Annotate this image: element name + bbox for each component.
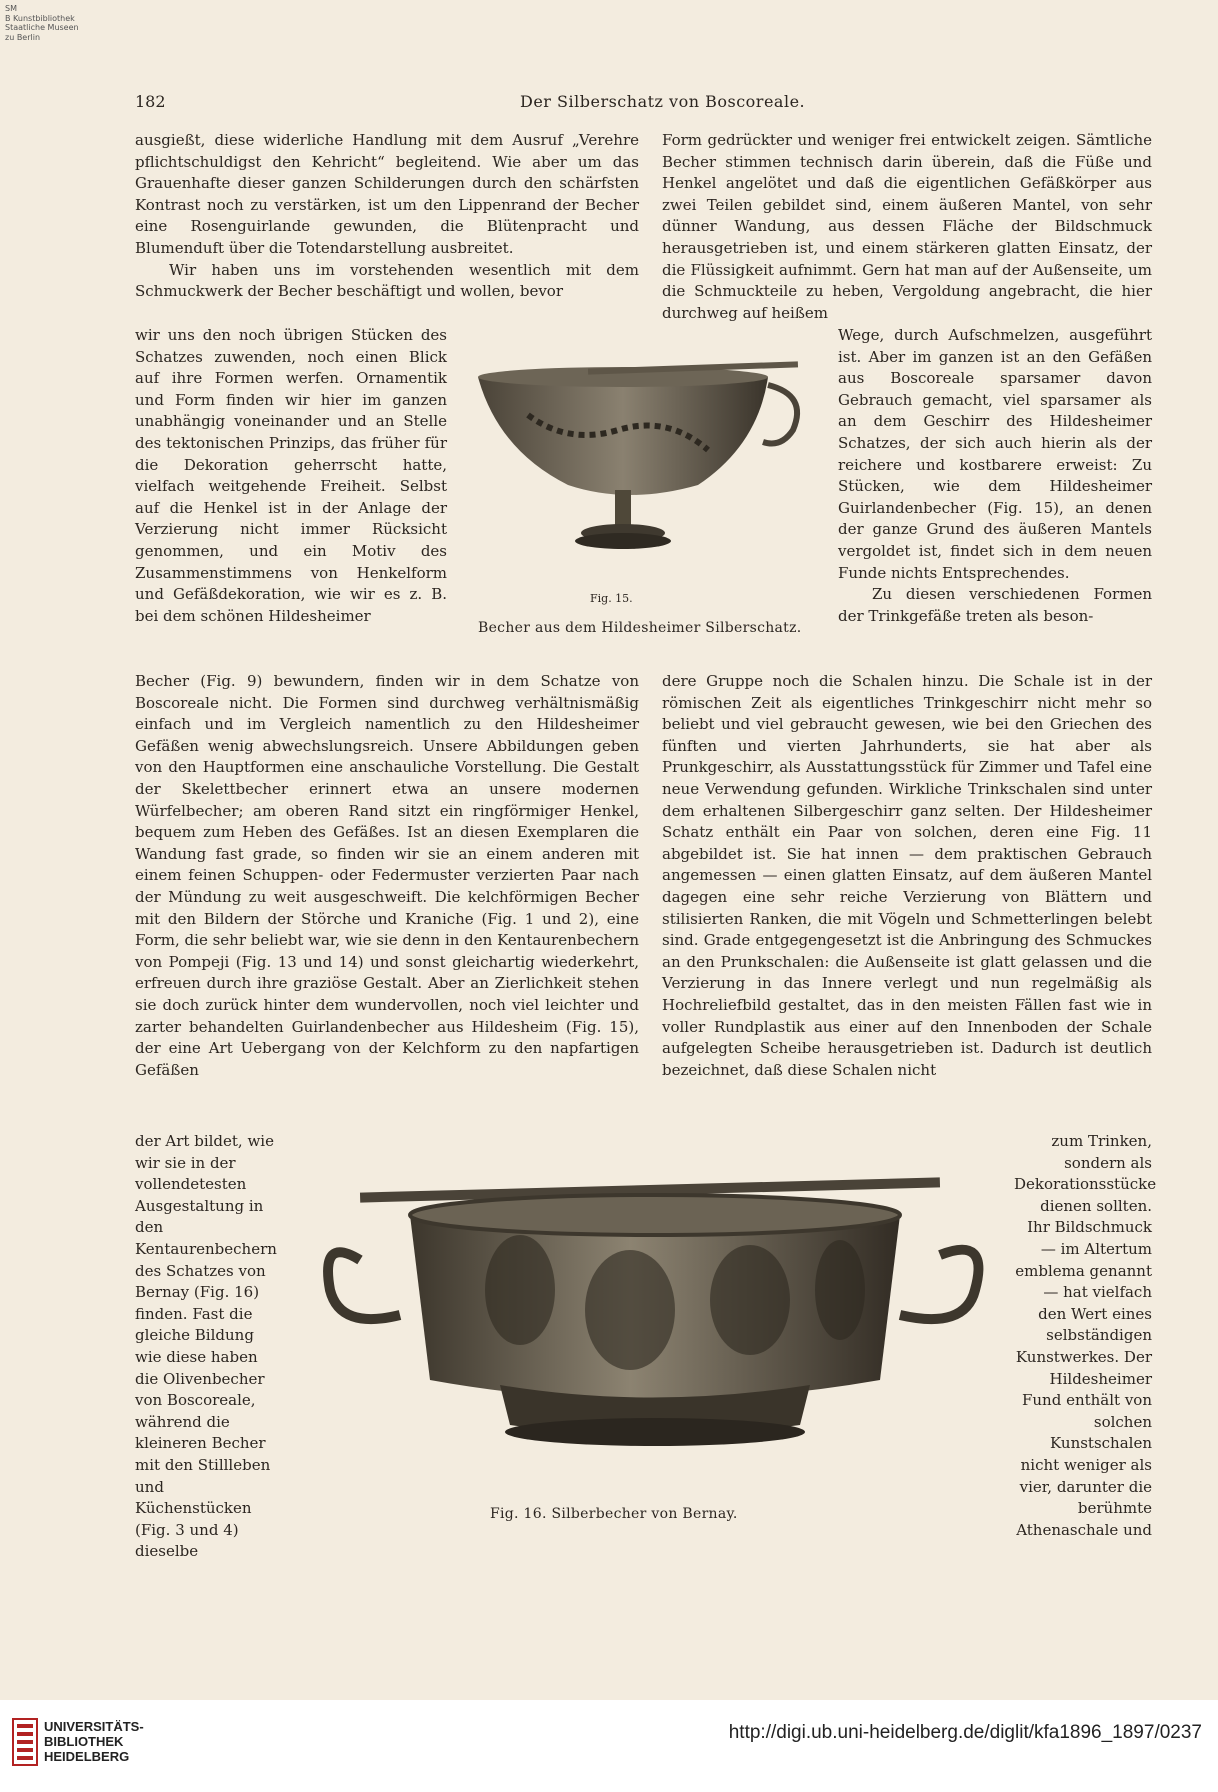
right-column-middle: dere Gruppe noch die Schalen hinzu. Die Schale ist in der römischen Zeit als eigentliches Trinkgeschirr nicht mehr so beliebt und viel gebraucht gewesen, wie bei den Griechen des fünften und vierten Jahrhunderts, sie hat aber als Prunkgeschirr, als Ausstattungsstück für Zimmer und Tafel eine neue Verwendung gefunden. Wirkliche Trinkschalen sind unter dem erhaltenen Silbergeschirr ganz selten. Der Hildesheimer Schatz enthält ein Paar von solchen, deren eine Fig. 11 abgebildet ist. Sie hat innen — dem praktischen Gebrauch angemessen — einen glatten Einsatz, auf dem äußeren Mantel dagegen eine sehr reiche Verzierung von Blättern und stilisierten Ranken, die mit Vögeln und Schmetterlingen belebt sind. Grade entgegengesetzt ist die Anbringung des Schmuckes an den Prunkschalen: die Außenseite ist glatt gelassen und die Verzierung in das Innere verlegt und nun regelmäßig als Hochreliefbild gestaltet, das in den meisten Fällen fast wie in voller Rundplastik aus einer auf den Innenboden der Schale aufgelegten Scheibe herausgetrieben ist. Dadurch ist deutlich bezeichnet, daß diese Schalen nicht xyxy=(662,672,1152,1079)
permalink-url[interactable]: http://digi.ub.uni-heidelberg.de/diglit/kfa1896_1897/0237 xyxy=(728,1722,1202,1743)
university-logo-icon xyxy=(12,1718,38,1766)
left-column-top: ausgießt, diese widerliche Handlung mit dem Ausruf „Verehre pflichtschuldigst den Kehricht“ begleitend. Wie aber um das Grauenhafte dieser ganzen Schilderungen durch den schärfsten Kontrast noch zu verstärken, ist um den Lippenrand der Becher eine Rosenguirlande gewunden, die Blütenpracht und Blumenduft über die Totendarstellung ausbreitet. Wir haben uns im vorstehenden wesentlich mit dem Schmuckwerk der Becher beschäftigt und wollen, bevor xyxy=(135,131,639,301)
right-bottom-narrow: zum Trinken, sondern als Dekorationsstücke dienen sollten. Ihr Bildschmuck — im Altertum emblema genannt — hat vielfach den Wert eines selbständigen Kunstwerkes. Der Hildesheimer Fund enthält von solchen Kunstschalen nicht weniger als vier, darunter die berühmte Athenaschale und xyxy=(1014,1132,1157,1539)
page-number: 182 xyxy=(135,92,166,111)
figure-16-caption: Fig. 16. Silberbecher von Bernay. xyxy=(490,1506,738,1522)
figure-15-goblet-image xyxy=(468,355,828,585)
figure-15-number: Fig. 15. xyxy=(590,592,633,605)
left-bottom-narrow: der Art bildet, wie wir sie in der vollendetesten Ausgestaltung in den Kentaurenbechern des Schatzes von Bernay (Fig. 16) finden. Fast die gleiche Bildung wie diese haben die Olivenbecher von Boscoreale, während die kleineren Becher mit den Stillleben und Küchenstücken (Fig. 3 und 4) dieselbe xyxy=(135,1132,277,1561)
running-title: Der Silberschatz von Boscoreale. xyxy=(520,92,806,111)
figure-16-cup-image xyxy=(300,1140,1000,1480)
right-narrow-column: Wege, durch Aufschmelzen, ausgeführt ist. Aber im ganzen ist an den Gefäßen aus Boscoreale sparsamer davon Gebrauch gemacht, viel sparsamer als an dem Geschirr des Hildesheimer Schatzes, der sich auch hierin als der reichere und kostbarere erweist: Zu Stücken, wie dem Hildesheimer Guirlandenbecher (Fig. 15), an denen der ganze Grund des äußeren Mantels vergoldet ist, findet sich in dem neuen Funde nichts Entsprechendes. Zu diesen verschiedenen Formen der Trinkgefäße treten als beson- xyxy=(838,326,1152,625)
footer-bar xyxy=(0,1700,1218,1792)
figure-15-caption: Becher aus dem Hildesheimer Silberschatz. xyxy=(478,620,802,636)
left-narrow-column: wir uns den noch übrigen Stücken des Schatzes zuwenden, noch einen Blick auf ihre Formen werfen. Ornamentik und Form finden wir hier im ganzen unabhängig voneinander und an Stelle des tektonischen Prinzips, das früher für die Dekoration geherrscht hatte, vielfach weitgehende Freiheit. Selbst auf die Henkel ist in der Anlage der Verzierung nicht immer Rücksicht genommen, und ein Motiv des Zusammenstimmens von Henkelform und Gefäßdekoration, wie wir es z. B. bei dem schönen Hildesheimer xyxy=(135,326,447,625)
right-column-top: Form gedrückter und weniger frei entwickelt zeigen. Sämtliche Becher stimmen technisch darin überein, daß die Füße und Henkel angelötet und daß die eigentlichen Gefäßkörper aus zwei Teilen gebildet sind, einem äußeren Mantel, von sehr dünner Wandung, aus dessen Fläche der Bildschmuck herausgetrieben ist, und einem stärkeren glatten Einsatz, der die Flüssigkeit aufnimmt. Gern hat man auf der Außenseite, um die Schmuckteile zu heben, Vergoldung angebracht, die hier durchweg auf heißem xyxy=(662,131,1152,322)
left-column-middle: Becher (Fig. 9) bewundern, finden wir in dem Schatze von Boscoreale nicht. Die Formen sind durchweg verhältnismäßig einfach und im Vergleich namentlich zu den Hildesheimer Gefäßen wenig abwechslungsreich. Unsere Abbildungen geben von den Hauptformen eine anschauliche Vorstellung. Die Gestalt der Skelettbecher erinnert etwa an unsere modernen Würfelbecher; am oberen Rand sitzt ein ringförmiger Henkel, bequem zum Heben des Gefäßes. Ist an diesen Exemplaren die Wandung fast grade, so finden wir sie an einem anderen mit einem feinen Schuppen- oder Federmuster verzierten Paar nach der Mündung zu weit ausgeschweift. Die kelchförmigen Becher mit den Bildern der Störche und Kraniche (Fig. 1 und 2), eine Form, die sehr beliebt war, wie sie denn in den Kentaurenbechern von Pompeji (Fig. 13 und 14) und sonst gleichartig wiederkehrt, erfreuen durch ihre graziöse Gestalt. Aber an Zierlichkeit stehen sie doch zurück hinter dem wundervollen, noch viel leichter und zarter behandelten Guirlandenbecher aus Hildesheim (Fig. 15), der eine Art Uebergang von der Kelchform zu den napfartigen Gefäßen xyxy=(135,672,640,1079)
library-name: UNIVERSITÄTS- BIBLIOTHEK HEIDELBERG xyxy=(44,1719,144,1764)
library-stamp: SM B Kunstbibliothek Staatliche Museen zu Berlin xyxy=(5,4,79,42)
